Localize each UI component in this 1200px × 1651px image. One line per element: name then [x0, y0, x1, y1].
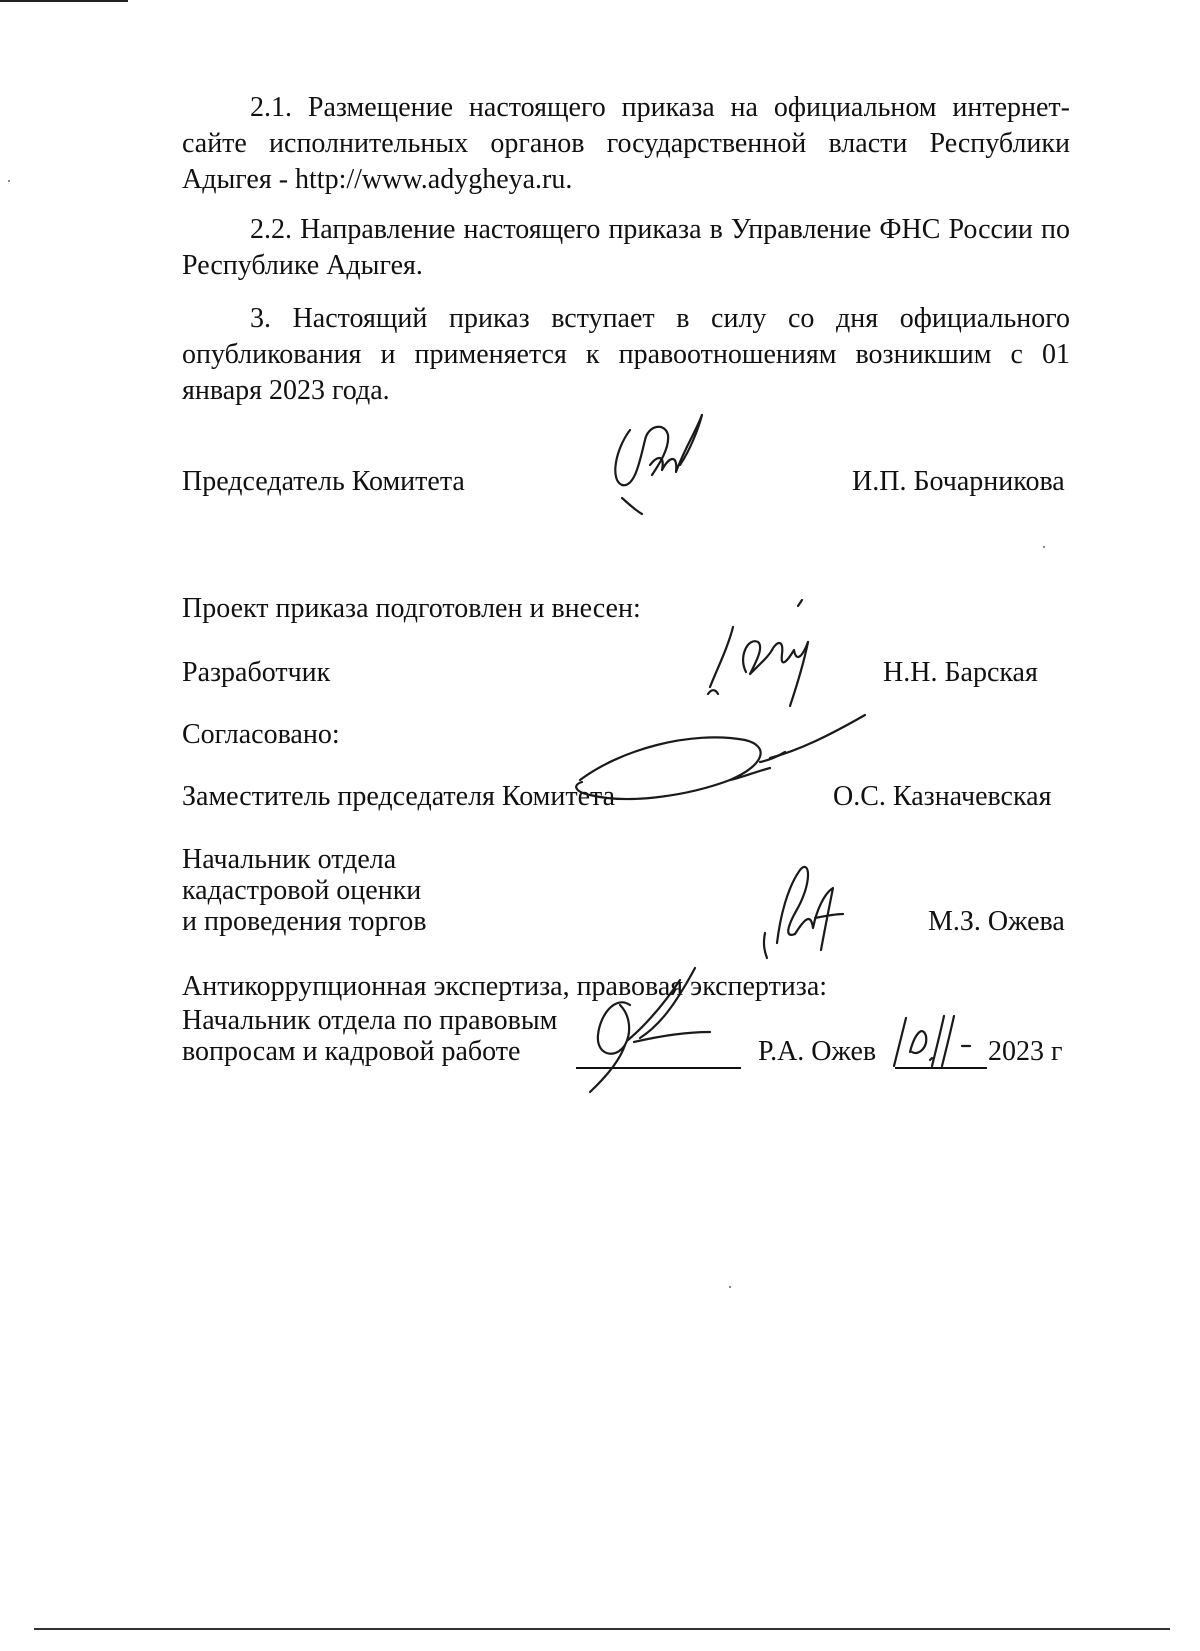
deputy-title: Заместитель председателя Комитета: [182, 781, 616, 812]
expertise-title-line-2: вопросам и кадровой работе: [182, 1036, 521, 1067]
head-dept-title-line-1: Начальник отдела: [182, 844, 397, 875]
handwritten-date: [890, 1006, 980, 1070]
paragraph-2-1: [182, 90, 1070, 198]
top-edge-line: [0, 0, 128, 2]
expertise-heading: Антикоррупционная экспертиза, правовая экспертиза:: [182, 971, 828, 1002]
paragraph-2-2: [182, 212, 1070, 284]
agreed-heading: Согласовано:: [182, 719, 340, 750]
expertise-year: 2023 г: [988, 1036, 1063, 1067]
paragraph-3-text: 3. Настоящий приказ вступает в силу со дня официального опубликования и применяется к правоотношениям возникшим с 01 января 2023 года.: [182, 303, 1070, 406]
scan-speck: [729, 1286, 731, 1288]
paragraph-3: [182, 301, 1070, 409]
developer-title: Разработчик: [182, 657, 331, 688]
deputy-name: О.С. Казначевская: [833, 781, 1052, 812]
head-dept-title-line-3: и проведения торгов: [182, 906, 427, 937]
expertise-name: Р.А. Ожев: [758, 1036, 877, 1067]
paragraph-2-2-text: 2.2. Направление настоящего приказа в Управление ФНС России по Республике Адыгея.: [182, 214, 1070, 281]
project-heading: Проект приказа подготовлен и внесен:: [182, 593, 641, 624]
developer-signature: [698, 602, 828, 712]
head-dept-signature: [755, 858, 855, 968]
chairman-signature: [610, 410, 720, 520]
scan-speck: [1043, 546, 1045, 548]
head-dept-name: М.З. Ожева: [928, 906, 1065, 937]
chairman-name: И.П. Бочарникова: [852, 466, 1065, 497]
expertise-signature: [570, 960, 730, 1095]
paragraph-2-1-text: 2.1. Размещение настоящего приказа на официальном интернет-сайте исполнительных органов государственной власти Республики Адыгея - http://www.adygheya.ru.: [182, 92, 1070, 195]
head-dept-title-line-2: кадастровой оценки: [182, 875, 422, 906]
chairman-title: Председатель Комитета: [182, 466, 465, 497]
bottom-edge-line: [34, 1628, 1170, 1630]
expertise-title-line-1: Начальник отдела по правовым: [182, 1005, 558, 1036]
developer-name: Н.Н. Барская: [883, 657, 1038, 688]
scan-speck: [8, 180, 10, 182]
